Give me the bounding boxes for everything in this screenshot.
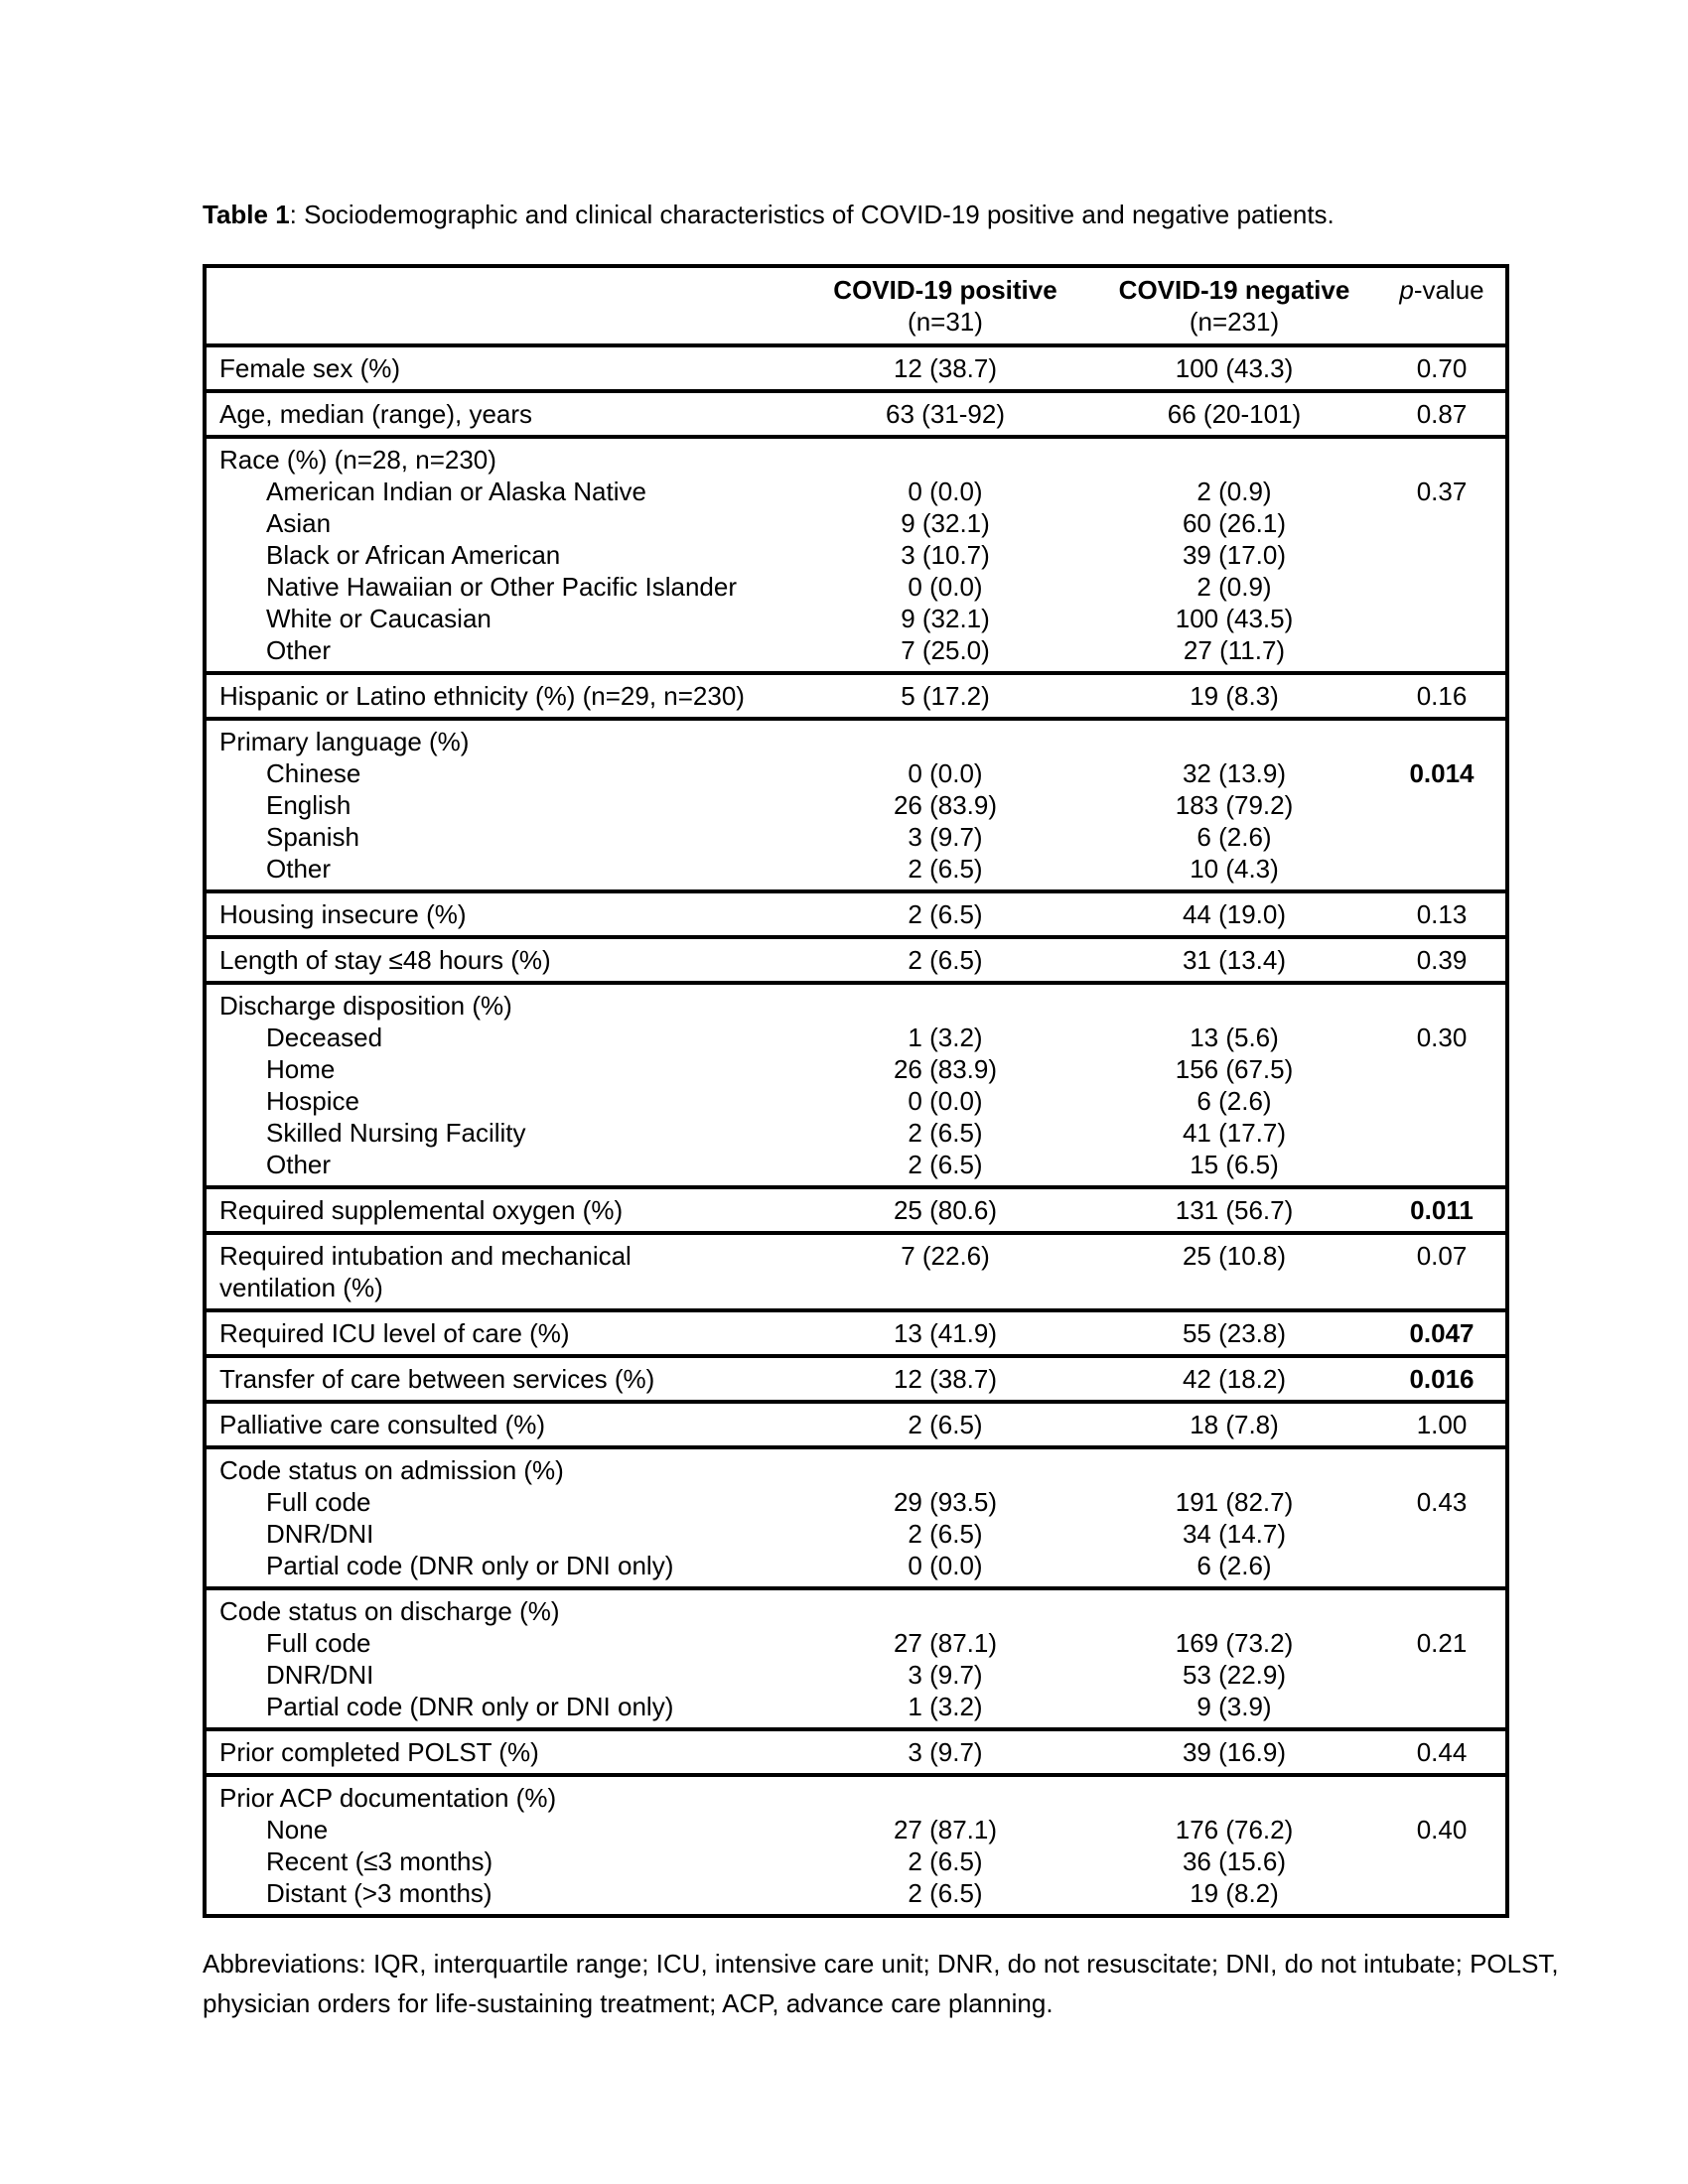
table-title-text: : Sociodemographic and clinical characteristics of COVID-19 positive and negative patients. bbox=[289, 200, 1335, 229]
cell-covid-negative-cell bbox=[1090, 437, 1378, 673]
sub-row-label: DNR/DNI bbox=[266, 1519, 374, 1549]
table-body bbox=[205, 345, 1507, 1916]
cell-covid-negative: 2 (0.9) bbox=[1196, 572, 1272, 602]
cell-pvalue-cell bbox=[1378, 1588, 1507, 1729]
header-covid-positive-title: COVID-19 positive bbox=[833, 275, 1057, 305]
cell-covid-negative: 18 (7.8) bbox=[1190, 1410, 1279, 1439]
table-row bbox=[205, 1402, 1507, 1447]
cell-covid-positive-cell bbox=[800, 1356, 1090, 1402]
cell-covid-positive-cell bbox=[800, 1729, 1090, 1775]
cell-covid-negative: 36 (15.6) bbox=[1182, 1846, 1287, 1876]
cell-covid-negative-cell bbox=[1090, 1233, 1378, 1310]
spacer-line bbox=[800, 444, 1090, 476]
cell-covid-negative: 44 (19.0) bbox=[1182, 899, 1287, 929]
table-row bbox=[205, 937, 1507, 983]
cell-covid-positive: 7 (22.6) bbox=[901, 1241, 990, 1271]
spacer-line bbox=[800, 990, 1090, 1022]
cell-covid-negative: 6 (2.6) bbox=[1196, 1551, 1272, 1580]
cell-covid-positive: 9 (32.1) bbox=[901, 604, 990, 633]
sub-row-label: English bbox=[266, 790, 352, 820]
spacer-line bbox=[1378, 1595, 1505, 1627]
cell-covid-positive-cell bbox=[800, 1310, 1090, 1356]
cell-covid-negative-cell bbox=[1090, 1729, 1378, 1775]
cell-covid-positive: 12 (38.7) bbox=[893, 353, 998, 383]
cell-covid-negative: 39 (17.0) bbox=[1182, 540, 1287, 570]
cell-pvalue: 0.40 bbox=[1416, 1815, 1468, 1844]
spacer-line bbox=[1090, 1782, 1378, 1814]
row-label-cell bbox=[205, 1402, 800, 1447]
row-label-cell bbox=[205, 437, 800, 673]
row-label: Required supplemental oxygen (%) bbox=[219, 1195, 624, 1225]
row-label-cell bbox=[205, 1588, 800, 1729]
header-covid-negative-n: (n=231) bbox=[1189, 307, 1280, 337]
cell-covid-positive: 29 (93.5) bbox=[893, 1487, 998, 1517]
cell-covid-positive: 2 (6.5) bbox=[908, 1410, 983, 1439]
table-row bbox=[205, 437, 1507, 673]
row-label-cell bbox=[205, 719, 800, 891]
row-label: Code status on admission (%) bbox=[219, 1455, 564, 1485]
cell-covid-positive: 2 (6.5) bbox=[908, 854, 983, 884]
cell-covid-negative: 41 (17.7) bbox=[1182, 1118, 1287, 1148]
sub-row-label: Chinese bbox=[266, 758, 361, 788]
cell-pvalue-cell bbox=[1378, 1356, 1507, 1402]
cell-pvalue: 0.70 bbox=[1416, 353, 1468, 383]
sub-row-label: DNR/DNI bbox=[266, 1660, 374, 1690]
cell-covid-positive: 2 (6.5) bbox=[908, 1846, 983, 1876]
row-label-cell bbox=[205, 1729, 800, 1775]
cell-covid-positive: 26 (83.9) bbox=[893, 1054, 998, 1084]
header-empty-cell bbox=[205, 266, 800, 345]
cell-pvalue-cell bbox=[1378, 983, 1507, 1187]
cell-covid-positive-cell bbox=[800, 391, 1090, 437]
characteristics-table bbox=[203, 264, 1509, 1918]
spacer-line bbox=[1378, 726, 1505, 757]
spacer-line bbox=[800, 1454, 1090, 1486]
row-label: Age, median (range), years bbox=[219, 399, 533, 429]
cell-covid-negative: 156 (67.5) bbox=[1175, 1054, 1294, 1084]
sub-row-label: Spanish bbox=[266, 822, 359, 852]
cell-covid-negative: 6 (2.6) bbox=[1196, 1086, 1272, 1116]
row-label-cell bbox=[205, 983, 800, 1187]
cell-pvalue: 0.44 bbox=[1416, 1737, 1468, 1767]
row-label: Prior ACP documentation (%) bbox=[219, 1783, 557, 1813]
row-label-cell bbox=[205, 673, 800, 719]
cell-pvalue: 0.014 bbox=[1409, 758, 1475, 788]
row-label-cell bbox=[205, 891, 800, 937]
cell-pvalue-cell bbox=[1378, 1447, 1507, 1588]
cell-covid-positive: 26 (83.9) bbox=[893, 790, 998, 820]
row-label-cell bbox=[205, 1447, 800, 1588]
cell-covid-positive-cell bbox=[800, 1447, 1090, 1588]
cell-pvalue-cell bbox=[1378, 1402, 1507, 1447]
cell-pvalue-cell bbox=[1378, 891, 1507, 937]
table-row bbox=[205, 1588, 1507, 1729]
sub-row-label: American Indian or Alaska Native bbox=[266, 477, 646, 506]
cell-covid-negative: 2 (0.9) bbox=[1196, 477, 1272, 506]
header-pvalue-p: p bbox=[1399, 275, 1414, 305]
cell-covid-negative: 10 (4.3) bbox=[1190, 854, 1279, 884]
cell-covid-negative: 176 (76.2) bbox=[1175, 1815, 1294, 1844]
cell-pvalue: 0.39 bbox=[1416, 945, 1468, 975]
cell-covid-negative-cell bbox=[1090, 1356, 1378, 1402]
sub-row-label: Home bbox=[266, 1054, 336, 1084]
spacer-line bbox=[1090, 444, 1378, 476]
cell-pvalue-cell bbox=[1378, 673, 1507, 719]
cell-covid-negative: 9 (3.9) bbox=[1196, 1692, 1272, 1721]
row-label: Prior completed POLST (%) bbox=[219, 1737, 539, 1767]
cell-pvalue: 0.87 bbox=[1416, 399, 1468, 429]
cell-covid-positive: 0 (0.0) bbox=[908, 572, 983, 602]
cell-pvalue-cell bbox=[1378, 1775, 1507, 1916]
cell-covid-positive: 2 (6.5) bbox=[908, 1150, 983, 1179]
cell-covid-negative: 27 (11.7) bbox=[1183, 635, 1286, 665]
cell-covid-negative: 39 (16.9) bbox=[1182, 1737, 1287, 1767]
table-row bbox=[205, 1356, 1507, 1402]
row-label: Required ICU level of care (%) bbox=[219, 1318, 570, 1348]
table-title-label: Table 1 bbox=[203, 200, 290, 229]
cell-covid-positive: 13 (41.9) bbox=[893, 1318, 998, 1348]
sub-row-label: Native Hawaiian or Other Pacific Islander bbox=[266, 572, 737, 602]
cell-covid-positive-cell bbox=[800, 1402, 1090, 1447]
cell-covid-positive: 0 (0.0) bbox=[908, 758, 983, 788]
sub-row-label: Partial code (DNR only or DNI only) bbox=[266, 1692, 674, 1721]
header-covid-negative-title: COVID-19 negative bbox=[1118, 275, 1350, 305]
cell-pvalue-cell bbox=[1378, 937, 1507, 983]
header-pvalue bbox=[1378, 266, 1507, 345]
row-label: Transfer of care between services (%) bbox=[219, 1364, 655, 1394]
row-label: Required intubation and mechanical ventilation (%) bbox=[219, 1241, 632, 1302]
row-label-cell bbox=[205, 1233, 800, 1310]
table-row bbox=[205, 983, 1507, 1187]
cell-covid-negative-cell bbox=[1090, 719, 1378, 891]
row-label: Race (%) (n=28, n=230) bbox=[219, 445, 496, 475]
cell-covid-positive: 3 (10.7) bbox=[901, 540, 990, 570]
cell-covid-negative-cell bbox=[1090, 1775, 1378, 1916]
cell-covid-positive-cell bbox=[800, 437, 1090, 673]
cell-pvalue-cell bbox=[1378, 1233, 1507, 1310]
sub-row-label: Deceased bbox=[266, 1023, 383, 1052]
cell-covid-positive: 25 (80.6) bbox=[893, 1195, 998, 1225]
table-row bbox=[205, 1729, 1507, 1775]
row-label-cell bbox=[205, 937, 800, 983]
spacer-line bbox=[1378, 990, 1505, 1022]
cell-covid-positive: 3 (9.7) bbox=[908, 1737, 983, 1767]
sub-row-label: Asian bbox=[266, 508, 332, 538]
cell-covid-negative: 191 (82.7) bbox=[1175, 1487, 1294, 1517]
cell-covid-negative: 55 (23.8) bbox=[1182, 1318, 1287, 1348]
cell-covid-positive: 27 (87.1) bbox=[893, 1815, 998, 1844]
cell-covid-negative-cell bbox=[1090, 345, 1378, 391]
cell-covid-negative-cell bbox=[1090, 891, 1378, 937]
cell-pvalue: 0.16 bbox=[1416, 681, 1468, 711]
cell-pvalue-cell bbox=[1378, 1310, 1507, 1356]
cell-covid-negative-cell bbox=[1090, 1402, 1378, 1447]
sub-row-label: Other bbox=[266, 1150, 332, 1179]
cell-covid-positive: 0 (0.0) bbox=[908, 477, 983, 506]
cell-covid-positive-cell bbox=[800, 673, 1090, 719]
cell-covid-negative-cell bbox=[1090, 1187, 1378, 1233]
cell-pvalue: 0.07 bbox=[1416, 1241, 1468, 1271]
table-row bbox=[205, 391, 1507, 437]
spacer-line bbox=[800, 1595, 1090, 1627]
cell-covid-positive: 2 (6.5) bbox=[908, 1118, 983, 1148]
row-label-cell bbox=[205, 1775, 800, 1916]
cell-covid-positive: 2 (6.5) bbox=[908, 899, 983, 929]
header-covid-negative bbox=[1090, 266, 1378, 345]
sub-row-label: Skilled Nursing Facility bbox=[266, 1118, 526, 1148]
row-label: Palliative care consulted (%) bbox=[219, 1410, 546, 1439]
cell-covid-positive-cell bbox=[800, 719, 1090, 891]
cell-covid-negative: 60 (26.1) bbox=[1182, 508, 1287, 538]
table-row bbox=[205, 1233, 1507, 1310]
cell-covid-positive: 0 (0.0) bbox=[908, 1551, 983, 1580]
row-label-cell bbox=[205, 1356, 800, 1402]
cell-covid-negative: 15 (6.5) bbox=[1190, 1150, 1279, 1179]
spacer-line bbox=[800, 726, 1090, 757]
table-row bbox=[205, 345, 1507, 391]
header-covid-positive bbox=[800, 266, 1090, 345]
cell-pvalue: 0.37 bbox=[1416, 477, 1468, 506]
header-covid-positive-n: (n=31) bbox=[908, 307, 983, 337]
sub-row-label: Other bbox=[266, 635, 332, 665]
spacer-line bbox=[1090, 1595, 1378, 1627]
row-label: Female sex (%) bbox=[219, 353, 401, 383]
cell-pvalue: 0.21 bbox=[1416, 1628, 1468, 1658]
cell-pvalue: 1.00 bbox=[1416, 1410, 1468, 1439]
cell-pvalue-cell bbox=[1378, 1187, 1507, 1233]
cell-pvalue: 0.047 bbox=[1409, 1318, 1475, 1348]
cell-covid-positive-cell bbox=[800, 937, 1090, 983]
row-label: Code status on discharge (%) bbox=[219, 1596, 560, 1626]
cell-covid-negative-cell bbox=[1090, 673, 1378, 719]
row-label: Hispanic or Latino ethnicity (%) (n=29, n=230) bbox=[219, 681, 745, 711]
cell-covid-positive: 2 (6.5) bbox=[908, 945, 983, 975]
table-row bbox=[205, 719, 1507, 891]
table-figure bbox=[203, 199, 1559, 2049]
cell-pvalue: 0.13 bbox=[1416, 899, 1468, 929]
sub-row-label: Black or African American bbox=[266, 540, 561, 570]
sub-row-label: Hospice bbox=[266, 1086, 359, 1116]
cell-covid-positive-cell bbox=[800, 1775, 1090, 1916]
cell-covid-negative: 100 (43.3) bbox=[1175, 353, 1294, 383]
cell-covid-positive-cell bbox=[800, 891, 1090, 937]
spacer-line bbox=[1090, 990, 1378, 1022]
row-label: Length of stay ≤48 hours (%) bbox=[219, 945, 551, 975]
header-pvalue-rest: -value bbox=[1413, 275, 1484, 305]
cell-covid-positive: 9 (32.1) bbox=[901, 508, 990, 538]
cell-covid-negative: 131 (56.7) bbox=[1175, 1195, 1294, 1225]
spacer-line bbox=[1378, 1782, 1505, 1814]
cell-covid-positive: 3 (9.7) bbox=[908, 1660, 983, 1690]
cell-covid-negative: 34 (14.7) bbox=[1182, 1519, 1287, 1549]
cell-covid-positive: 2 (6.5) bbox=[908, 1519, 983, 1549]
table-row bbox=[205, 1187, 1507, 1233]
sub-row-label: Distant (>3 months) bbox=[266, 1878, 492, 1908]
sub-row-label: Recent (≤3 months) bbox=[266, 1846, 493, 1876]
cell-pvalue-cell bbox=[1378, 719, 1507, 891]
cell-covid-positive: 2 (6.5) bbox=[908, 1878, 983, 1908]
table-row bbox=[205, 1310, 1507, 1356]
sub-row-label: Full code bbox=[266, 1487, 371, 1517]
table-title bbox=[203, 199, 1513, 230]
cell-pvalue: 0.011 bbox=[1410, 1195, 1474, 1225]
cell-pvalue: 0.016 bbox=[1409, 1364, 1475, 1394]
cell-pvalue-cell bbox=[1378, 1729, 1507, 1775]
cell-covid-positive: 3 (9.7) bbox=[908, 822, 983, 852]
row-label: Discharge disposition (%) bbox=[219, 991, 512, 1021]
cell-covid-negative-cell bbox=[1090, 1447, 1378, 1588]
sub-row-label: Full code bbox=[266, 1628, 371, 1658]
cell-covid-negative-cell bbox=[1090, 937, 1378, 983]
cell-covid-negative: 25 (10.8) bbox=[1182, 1241, 1287, 1271]
row-label-cell bbox=[205, 391, 800, 437]
cell-covid-negative: 169 (73.2) bbox=[1175, 1628, 1294, 1658]
cell-covid-positive: 5 (17.2) bbox=[901, 681, 990, 711]
cell-covid-positive-cell bbox=[800, 1588, 1090, 1729]
cell-covid-negative: 19 (8.2) bbox=[1190, 1878, 1279, 1908]
row-label: Primary language (%) bbox=[219, 727, 470, 756]
table-row bbox=[205, 673, 1507, 719]
cell-pvalue-cell bbox=[1378, 345, 1507, 391]
cell-covid-positive: 1 (3.2) bbox=[908, 1023, 983, 1052]
header-row bbox=[205, 266, 1507, 345]
cell-covid-negative-cell bbox=[1090, 1588, 1378, 1729]
cell-covid-positive-cell bbox=[800, 983, 1090, 1187]
spacer-line bbox=[1090, 1454, 1378, 1486]
sub-row-label: Partial code (DNR only or DNI only) bbox=[266, 1551, 674, 1580]
cell-covid-positive: 0 (0.0) bbox=[908, 1086, 983, 1116]
sub-row-label: Other bbox=[266, 854, 332, 884]
sub-row-label: None bbox=[266, 1815, 329, 1844]
cell-covid-negative: 53 (22.9) bbox=[1182, 1660, 1287, 1690]
cell-covid-negative: 13 (5.6) bbox=[1190, 1023, 1279, 1052]
cell-covid-negative-cell bbox=[1090, 391, 1378, 437]
cell-pvalue: 0.43 bbox=[1416, 1487, 1468, 1517]
spacer-line bbox=[800, 1782, 1090, 1814]
cell-covid-negative-cell bbox=[1090, 983, 1378, 1187]
spacer-line bbox=[1378, 444, 1505, 476]
cell-covid-negative: 32 (13.9) bbox=[1182, 758, 1287, 788]
abbreviations-footnote: Abbreviations: IQR, interquartile range; ICU, intensive care unit; DNR, do not resuscitate; DNI, do not intubate; POLST, physician orders for life-sustaining treatment; ACP, advance care planning. bbox=[203, 1949, 1559, 2018]
table-row bbox=[205, 1447, 1507, 1588]
cell-covid-negative-cell bbox=[1090, 1310, 1378, 1356]
cell-covid-positive: 1 (3.2) bbox=[908, 1692, 983, 1721]
row-label-cell bbox=[205, 1187, 800, 1233]
cell-covid-negative: 19 (8.3) bbox=[1190, 681, 1279, 711]
cell-covid-positive: 63 (31-92) bbox=[886, 399, 1005, 429]
cell-pvalue-cell bbox=[1378, 437, 1507, 673]
table-row bbox=[205, 891, 1507, 937]
row-label-cell bbox=[205, 1310, 800, 1356]
row-label: Housing insecure (%) bbox=[219, 899, 467, 929]
cell-covid-positive-cell bbox=[800, 1233, 1090, 1310]
cell-covid-positive-cell bbox=[800, 345, 1090, 391]
row-label-cell bbox=[205, 345, 800, 391]
cell-pvalue: 0.30 bbox=[1416, 1023, 1468, 1052]
cell-covid-positive: 27 (87.1) bbox=[893, 1628, 998, 1658]
spacer-line bbox=[1378, 1454, 1505, 1486]
cell-covid-positive: 12 (38.7) bbox=[893, 1364, 998, 1394]
cell-covid-negative: 6 (2.6) bbox=[1196, 822, 1272, 852]
cell-covid-positive-cell bbox=[800, 1187, 1090, 1233]
cell-covid-negative: 31 (13.4) bbox=[1182, 945, 1287, 975]
table-row bbox=[205, 1775, 1507, 1916]
cell-pvalue-cell bbox=[1378, 391, 1507, 437]
sub-row-label: White or Caucasian bbox=[266, 604, 492, 633]
cell-covid-negative: 183 (79.2) bbox=[1175, 790, 1294, 820]
cell-covid-negative: 66 (20-101) bbox=[1167, 399, 1302, 429]
cell-covid-positive: 7 (25.0) bbox=[901, 635, 990, 665]
spacer-line bbox=[1090, 726, 1378, 757]
cell-covid-negative: 100 (43.5) bbox=[1175, 604, 1294, 633]
cell-covid-negative: 42 (18.2) bbox=[1182, 1364, 1287, 1394]
